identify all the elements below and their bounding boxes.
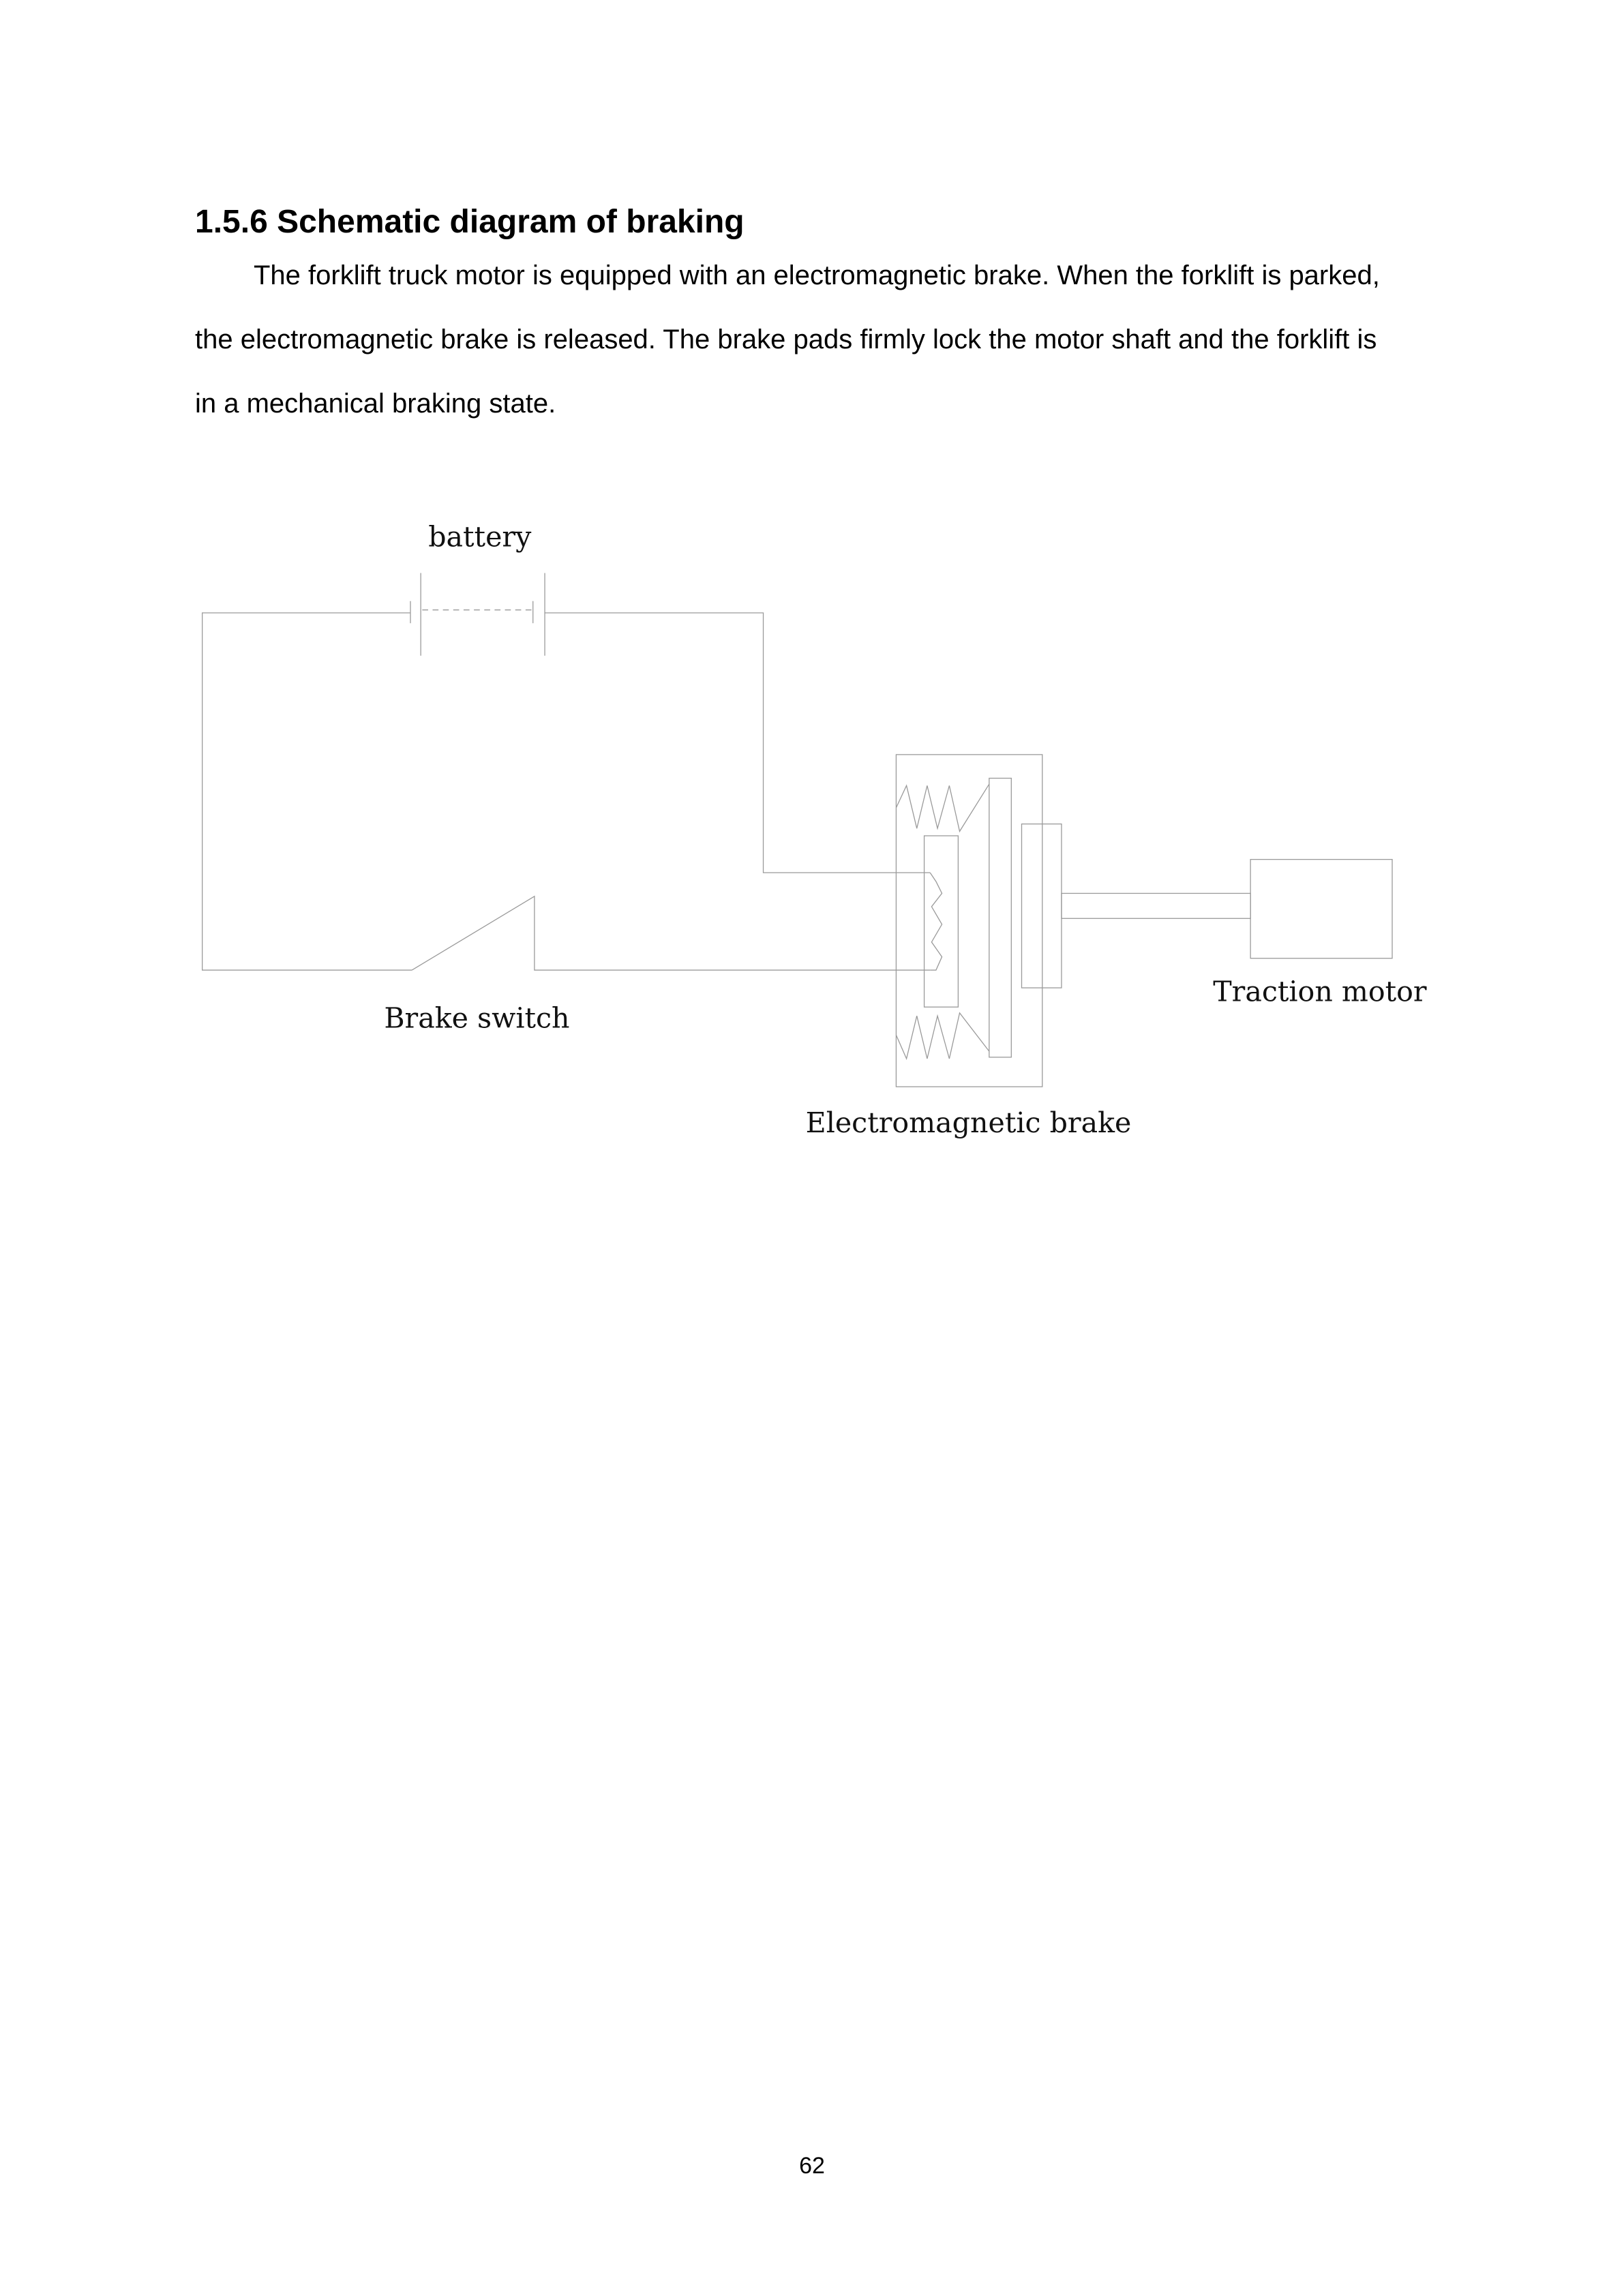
wire-battery-left xyxy=(202,613,412,970)
electromagnetic-brake-label: Electromagnetic brake xyxy=(805,1106,1132,1140)
page-number: 62 xyxy=(799,2153,825,2179)
brake-switch-blade xyxy=(412,896,930,970)
paragraph-line: the electromagnetic brake is released. The brake pads firmly lock the motor shaft and the forklift is xyxy=(195,324,1377,354)
battery-label: battery xyxy=(428,520,532,554)
brake-switch-label: Brake switch xyxy=(384,1001,570,1035)
wire-battery-right xyxy=(545,613,930,873)
battery-icon xyxy=(410,573,545,656)
paragraph-line: The forklift truck motor is equipped with an electromagnetic brake. When the forklift is parked, xyxy=(254,260,1380,290)
traction-motor-icon xyxy=(1250,860,1392,958)
paragraph-line: in a mechanical braking state. xyxy=(195,389,556,419)
motor-shaft xyxy=(1062,893,1250,918)
section-heading: 1.5.6 Schematic diagram of braking xyxy=(195,204,745,240)
traction-motor-label: Traction motor xyxy=(1213,975,1427,1008)
electromagnetic-brake-icon xyxy=(896,755,1062,1087)
